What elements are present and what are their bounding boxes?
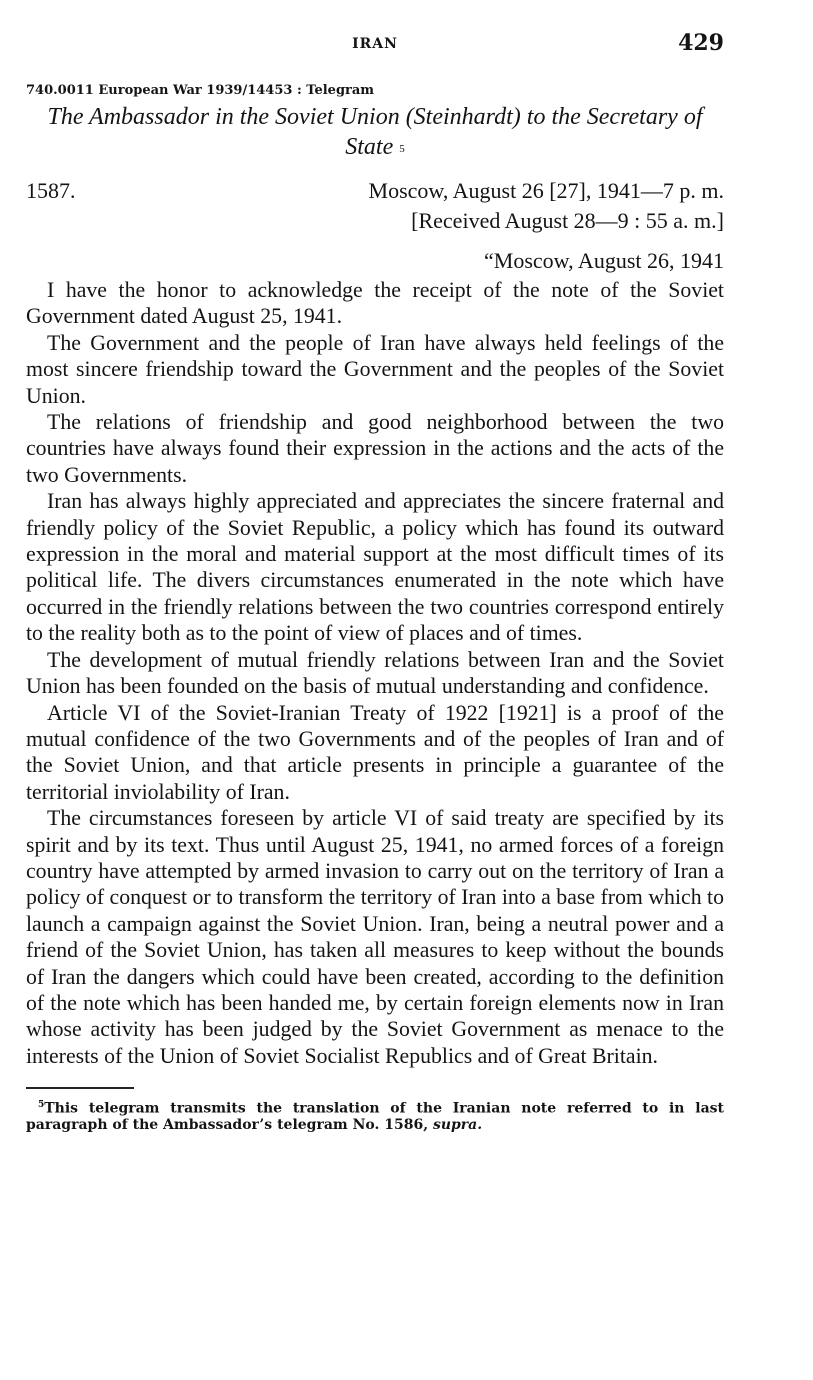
dateline (26, 178, 724, 242)
running-head: IRAN (352, 36, 398, 52)
paragraph: Iran has always highly appreciated and appreciates the sincere fraternal and friendly policy of the Soviet Republic, a policy which has found its outward expression in the moral and material support at the most difficult times of its political life. The divers circumstances enumerated in the note which have occurred in the friendly relations between the two countries correspond entirely to the reality both as to the point of view of places and of times. (26, 489, 724, 646)
document-title-text: The Ambassador in the Soviet Union (Steinhardt) to the Secretary of State (47, 104, 703, 160)
body-text (26, 277, 724, 1069)
opening-line: “Moscow, August 26, 1941 (484, 248, 724, 273)
paragraph: The relations of friendship and good neighborhood between the two countries have always found their expression in the actions and the acts of the two Governments. (26, 410, 724, 487)
paragraph: The development of mutual friendly relations between Iran and the Soviet Union has been founded on the basis of mutual understanding and confidence. (26, 647, 724, 699)
dateline-sent: Moscow, August 26 [27], 1941—7 p. m. (368, 178, 724, 203)
document-title (26, 102, 724, 162)
footnote-divider (26, 1087, 134, 1089)
telegram-number: 1587. (26, 178, 76, 203)
page-header (26, 30, 724, 60)
footnote-text: This telegram transmits the translation of the Iranian note referred to in last paragraph of the Ambassador’s telegram No. 1586, (26, 1100, 724, 1133)
paragraph: I have the honor to acknowledge the receipt of the note of the Soviet Government dated August 25, 1941. (26, 278, 724, 329)
footnote-marker: 5 (38, 1100, 45, 1111)
page-number: 429 (678, 30, 724, 56)
file-reference: 740.0011 European War 1939/14453 : Telegram (26, 83, 375, 98)
document-page (26, 30, 724, 1133)
paragraph: The circumstances foreseen by article VI of said treaty are specified by its spirit and by its text. Thus until August 25, 1941, no armed forces of a foreign country have attempted by armed invasion to carry out on the territory of Iran a policy of conquest or to transform the territory of Iran into a base from which to launch a campaign against the Soviet Union. Iran, being a neutral power and a friend of the Soviet Union, has taken all measures to keep without the bounds of Iran the dangers which could have been created, according to the definition of the note which has been handed me, by certain foreign elements now in Iran whose activity has been judged by the Soviet Government as menace to the interests of the Union of Soviet Socialist Republics and of Great Britain. (26, 806, 724, 1068)
footnote-supra: supra. (432, 1116, 483, 1133)
paragraph: The Government and the people of Iran have always held feelings of the most sincere friendship toward the Government and the peoples of the Soviet Union. (26, 330, 724, 408)
title-footnote-marker: 5 (399, 143, 405, 155)
dateline-received: [Received August 28—9 : 55 a. m.] (411, 208, 724, 233)
paragraph: Article VI of the Soviet-Iranian Treaty of 1922 [1921] is a proof of the mutual confidence of the two Governments and of the peoples of Iran and of the Soviet Union, and that article presents in principle a guarantee of the territorial inviolability of Iran. (26, 700, 724, 804)
footnote (26, 1097, 724, 1133)
